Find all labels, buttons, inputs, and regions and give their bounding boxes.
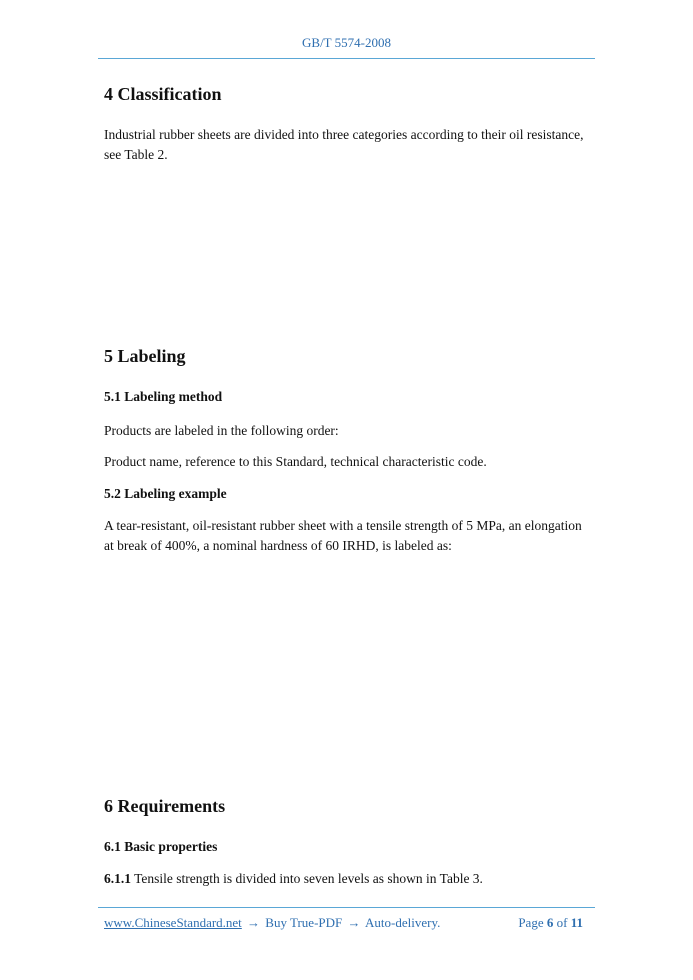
page-number <box>518 915 583 931</box>
section-4-heading: 4 Classification <box>104 84 222 104</box>
page-current: 6 <box>546 915 554 930</box>
footer-divider <box>98 907 595 908</box>
section-6-heading: 6 Requirements <box>104 796 226 816</box>
page-total: 11 <box>570 915 583 930</box>
page-of-label: of <box>556 915 568 930</box>
header-divider <box>98 58 595 59</box>
clause-6-1-1 <box>104 869 594 889</box>
arrow-right-icon: → <box>347 915 361 930</box>
section-5-2-heading: 5.2 Labeling example <box>104 486 227 501</box>
clause-number: 6.1.1 <box>104 871 131 886</box>
section-5-1-paragraph-2: Product name, reference to this Standard, technical characteristic code. <box>104 454 487 469</box>
arrow-right-icon: → <box>247 915 261 930</box>
section-5-2-paragraph-1: A tear-resistant, oil-resistant rubber sheet with a tensile strength of 5 MPa, an elongation at break of 400%, a nominal hardness of 60 IRHD, is labeled as: <box>104 518 582 553</box>
section-5-1-heading: 5.1 Labeling method <box>104 389 223 404</box>
auto-delivery-text: Auto-delivery. <box>365 915 441 930</box>
document-code-header: GB/T 5574-2008 <box>302 35 391 50</box>
buy-true-pdf-link[interactable]: Buy True-PDF <box>265 915 343 930</box>
section-5-heading: 5 Labeling <box>104 346 186 366</box>
page-label: Page <box>518 915 544 930</box>
website-link[interactable]: www.ChineseStandard.net <box>104 915 242 930</box>
clause-text: Tensile strength is divided into seven levels as shown in Table 3. <box>131 871 483 886</box>
footer-links <box>104 915 440 931</box>
section-4-body: Industrial rubber sheets are divided into three categories according to their oil resistance, see Table 2. <box>104 127 584 162</box>
section-6-1-heading: 6.1 Basic properties <box>104 839 218 854</box>
section-5-1-paragraph-1: Products are labeled in the following order: <box>104 423 339 438</box>
